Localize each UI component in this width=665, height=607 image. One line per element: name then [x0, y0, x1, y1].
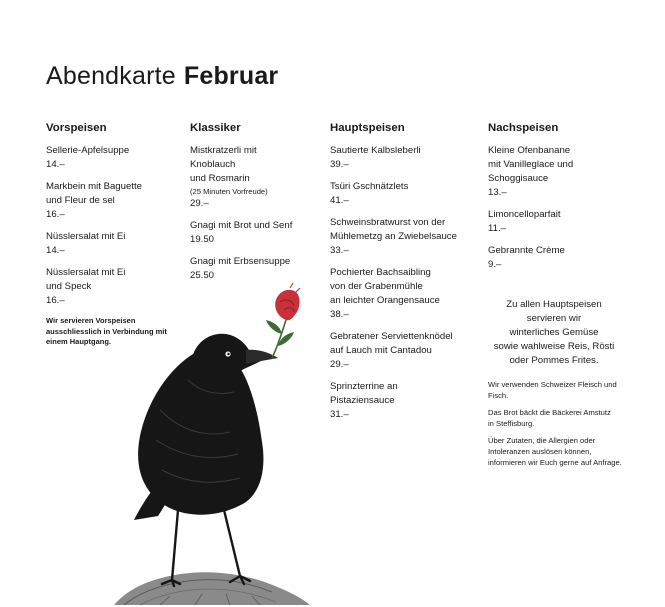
- item-price: 16.–: [46, 209, 65, 220]
- page-title: [46, 62, 278, 91]
- item-price: 33.–: [330, 245, 349, 256]
- menu-item: [190, 144, 320, 211]
- item-price: 13.–: [488, 187, 507, 198]
- item-name: Schweinsbratwurst von der Mühlemetzg an Zwiebelsauce: [330, 217, 457, 242]
- title-light: Abendkarte: [46, 62, 176, 90]
- info-note: Das Brot bäckt die Bäckerei Amstutz in Steffisburg.: [488, 408, 611, 428]
- menu-item: [330, 216, 480, 258]
- item-price: 38.–: [330, 309, 349, 320]
- side-dish-note: Zu allen Hauptspeisen servieren wir winterliches Gemüse sowie wahlweise Reis, Rösti oder Pommes Frites.: [493, 299, 615, 366]
- item-subnote: (25 Minuten Vorfreude): [190, 187, 268, 196]
- item-name: Sellerie-Apfelsuppe: [46, 145, 130, 156]
- item-price: 14.–: [46, 245, 65, 256]
- item-name: Limoncelloparfait: [488, 209, 561, 220]
- item-name: Gebratener Serviettenknödel auf Lauch mit Cantadou: [330, 331, 453, 356]
- menu-item: [46, 180, 186, 222]
- item-price: 25.50: [190, 270, 215, 281]
- item-name: Sautierte Kalbsleberli: [330, 145, 421, 156]
- crow-body: [134, 334, 278, 586]
- klassiker-column: [190, 121, 320, 291]
- item-name: Mistkratzerli mit Knoblauch und Rosmarin: [190, 145, 257, 184]
- menu-item: [330, 180, 480, 208]
- item-name: Sprinzterrine an Pistaziensauce: [330, 381, 398, 406]
- menu-item: [190, 219, 320, 247]
- item-price: 19.50: [190, 234, 215, 245]
- item-price: 39.–: [330, 159, 349, 170]
- item-name: Gebrannte Crème: [488, 245, 565, 256]
- item-name: Nüsslersalat mit Ei und Speck: [46, 267, 126, 292]
- menu-item: [330, 144, 480, 172]
- nachspeisen-column: [488, 121, 658, 475]
- vorspeisen-note: Wir servieren Vorspeisen ausschliesslich in Verbindung mit einem Hauptgang.: [46, 316, 167, 346]
- menu-item: [488, 244, 658, 272]
- menu-item: [330, 330, 480, 372]
- item-name: Markbein mit Baguette und Fleur de sel: [46, 181, 142, 206]
- item-name: Tsüri Gschnätzlets: [330, 181, 409, 192]
- hauptspeisen-column: [330, 121, 480, 430]
- item-price: 11.–: [488, 223, 506, 234]
- item-name: Kleine Ofenbanane mit Vanilleglace und Schoggisauce: [488, 145, 574, 184]
- item-name: Gnagi mit Brot und Senf: [190, 220, 293, 231]
- vorspeisen-heading: Vorspeisen: [46, 122, 107, 134]
- info-note: Über Zutaten, die Allergien oder Intoleranzen auslösen können, informieren wir Euch gerne auf Anfrage.: [488, 436, 622, 467]
- menu-item: [190, 255, 320, 283]
- menu-item: [330, 380, 480, 422]
- menu-item: [46, 144, 186, 172]
- crow-illustration: [100, 280, 320, 607]
- item-price: 31.–: [330, 409, 349, 420]
- title-bold: Februar: [183, 62, 279, 90]
- item-price: 29.–: [190, 198, 209, 209]
- rose-illustration: [266, 283, 300, 358]
- item-price: 41.–: [330, 195, 349, 206]
- item-name: Gnagi mit Erbsensuppe: [190, 256, 291, 267]
- menu-item: [488, 144, 658, 200]
- klassiker-heading: Klassiker: [190, 122, 241, 134]
- item-price: 14.–: [46, 159, 65, 170]
- item-price: 9.–: [488, 259, 502, 270]
- item-name: Nüsslersalat mit Ei: [46, 231, 126, 242]
- rock-illustration: [114, 572, 310, 605]
- menu-item: [488, 208, 658, 236]
- hauptspeisen-heading: Hauptspeisen: [330, 122, 405, 134]
- info-note: Wir verwenden Schweizer Fleisch und Fisch.: [488, 380, 617, 400]
- menu-item: [46, 230, 186, 258]
- item-name: Pochierter Bachsaibling von der Grabenmühle an leichter Orangensauce: [330, 267, 440, 306]
- item-price: 29.–: [330, 359, 349, 370]
- nachspeisen-heading: Nachspeisen: [488, 122, 559, 134]
- item-price: 16.–: [46, 295, 65, 306]
- menu-item: [330, 266, 480, 322]
